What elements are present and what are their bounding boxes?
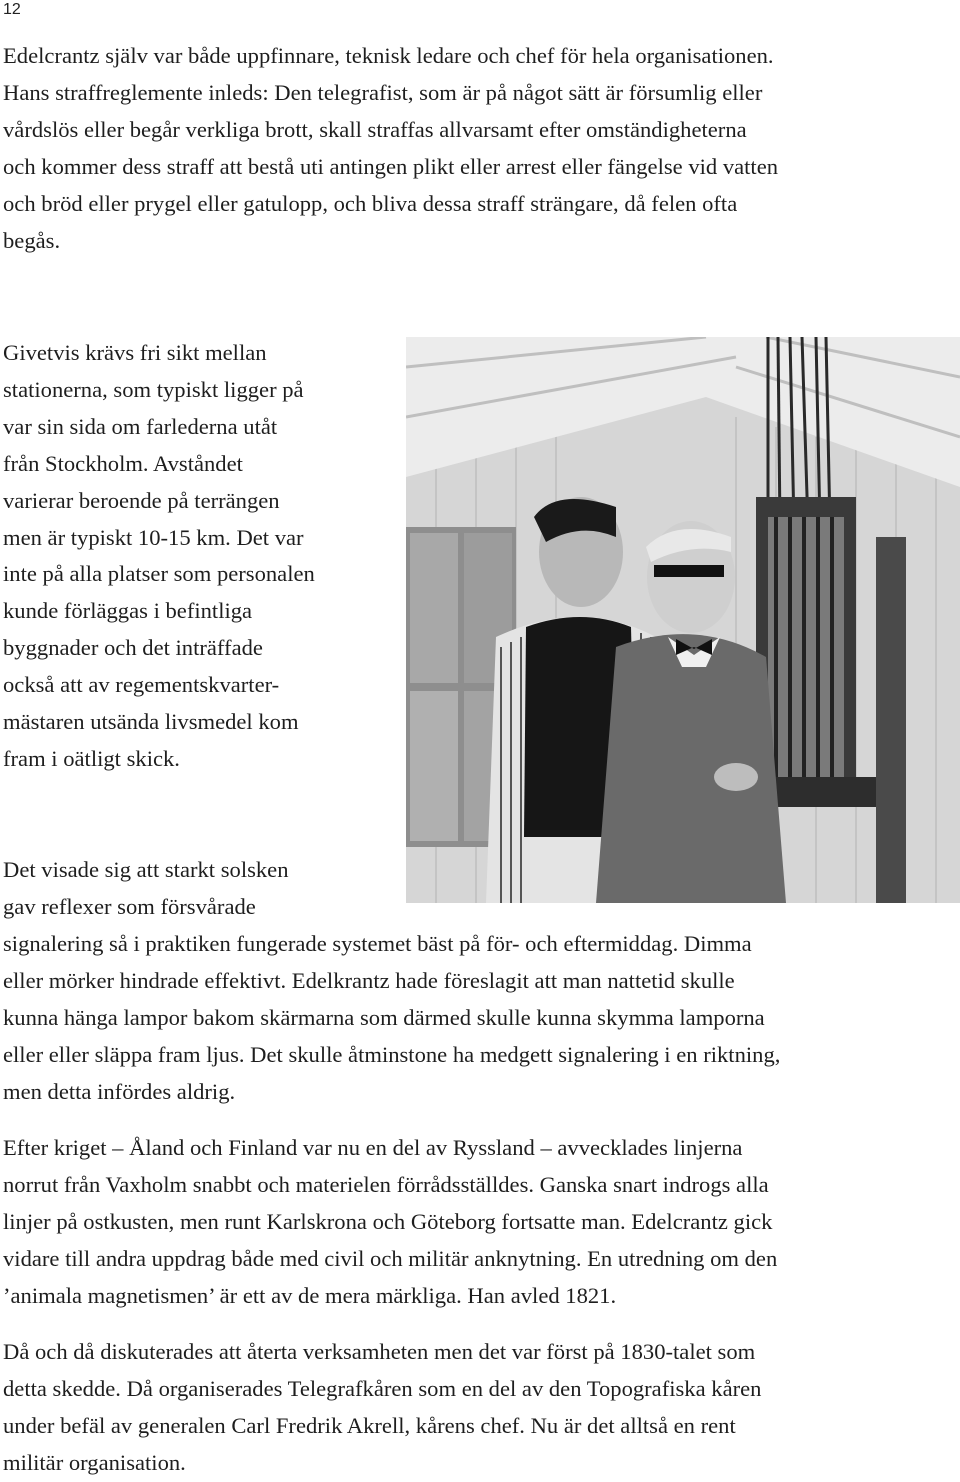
text-line: Det visade sig att starkt solsken: [3, 857, 289, 882]
text-line: linjer på ostkusten, men runt Karlskrona och Göteborg fortsatte man. Edelcrantz gick: [3, 1208, 773, 1234]
text-line: Då och då diskuterades att återta verksamheten men det var först på 1830-talet som: [3, 1339, 756, 1364]
text-line: Efter kriget – Åland och Finland var nu en del av Ryssland – avvecklades linjerna: [3, 1135, 743, 1160]
page-number: 12: [3, 1, 21, 18]
text-line: fram i oätligt skick.: [3, 745, 180, 771]
paragraph-station-visibility: [3, 335, 398, 778]
text-line: stationerna, som typiskt ligger på: [3, 376, 304, 402]
text-line: ’animala magnetismen’ är ett av de mera märkliga. Han avled 1821.: [3, 1282, 617, 1308]
text-line: gav reflexer som försvårade: [3, 893, 256, 919]
text-line: byggnader och det inträffade: [3, 635, 263, 661]
text-line: vårdslös eller begår verkliga brott, skall straffas allvarsamt efter omständigheterna: [3, 116, 747, 142]
text-line: men är typiskt 10-15 km. Det var: [3, 524, 304, 550]
paragraph-sunlight-reflections-rest: [3, 926, 958, 1111]
text-line: signalering så i praktiken fungerade systemet bäst på för- och eftermiddag. Dimma: [3, 931, 752, 956]
paragraph-telegraph-corps: [3, 1334, 958, 1482]
text-line: också att av regementskvarter-: [3, 672, 280, 698]
text-line: Hans straffreglemente inleds: Den telegrafist, som är på något sätt är försumlig eller: [3, 79, 763, 105]
text-line: från Stockholm. Avståndet: [3, 450, 243, 476]
photo-two-men-examining-telegraph-apparatus: [406, 337, 960, 903]
text-line: Givetvis krävs fri sikt mellan: [3, 340, 267, 365]
paragraph-sunlight-reflections-start: [3, 852, 398, 926]
paragraph-after-the-war: [3, 1130, 958, 1315]
text-line: under befäl av generalen Carl Fredrik Akrell, kårens chef. Nu är det alltså en rent: [3, 1412, 736, 1438]
text-line: eller mörker hindrade effektivt. Edelkrantz hade föreslagit att man nattetid skulle: [3, 967, 735, 993]
text-line: eller eller släppa fram ljus. Det skulle åtminstone ha medgett signalering i en riktning,: [3, 1041, 781, 1067]
text-line: men detta infördes aldrig.: [3, 1078, 236, 1104]
text-line: militär organisation.: [3, 1449, 186, 1475]
text-line: varierar beroende på terrängen: [3, 487, 280, 513]
paragraph-edelcrantz-regulations: [3, 38, 958, 259]
text-line: och kommer dess straff att bestå uti antingen plikt eller arrest eller fängelse vid vatten: [3, 153, 779, 179]
text-line: och bröd eller prygel eller gatulopp, och bliva dessa straff strängare, då felen ofta: [3, 190, 738, 216]
text-line: begås.: [3, 227, 61, 253]
text-line: var sin sida om farlederna utåt: [3, 413, 278, 439]
text-line: Edelcrantz själv var både uppfinnare, teknisk ledare och chef för hela organisationen.: [3, 43, 774, 68]
text-line: norrut från Vaxholm snabbt och materielen förrådsställdes. Ganska snart indrogs alla: [3, 1171, 769, 1197]
text-line: detta skedde. Då organiserades Telegrafkåren som en del av den Topografiska kåren: [3, 1375, 762, 1401]
text-line: kunde förläggas i befintliga: [3, 598, 253, 624]
text-line: kunna hänga lampor bakom skärmarna som därmed skulle kunna skymma lamporna: [3, 1004, 765, 1030]
text-line: inte på alla platser som personalen: [3, 561, 315, 587]
text-line: vidare till andra uppdrag både med civil och militär anknytning. En utredning om den: [3, 1245, 778, 1271]
text-line: mästaren utsända livsmedel kom: [3, 709, 299, 735]
